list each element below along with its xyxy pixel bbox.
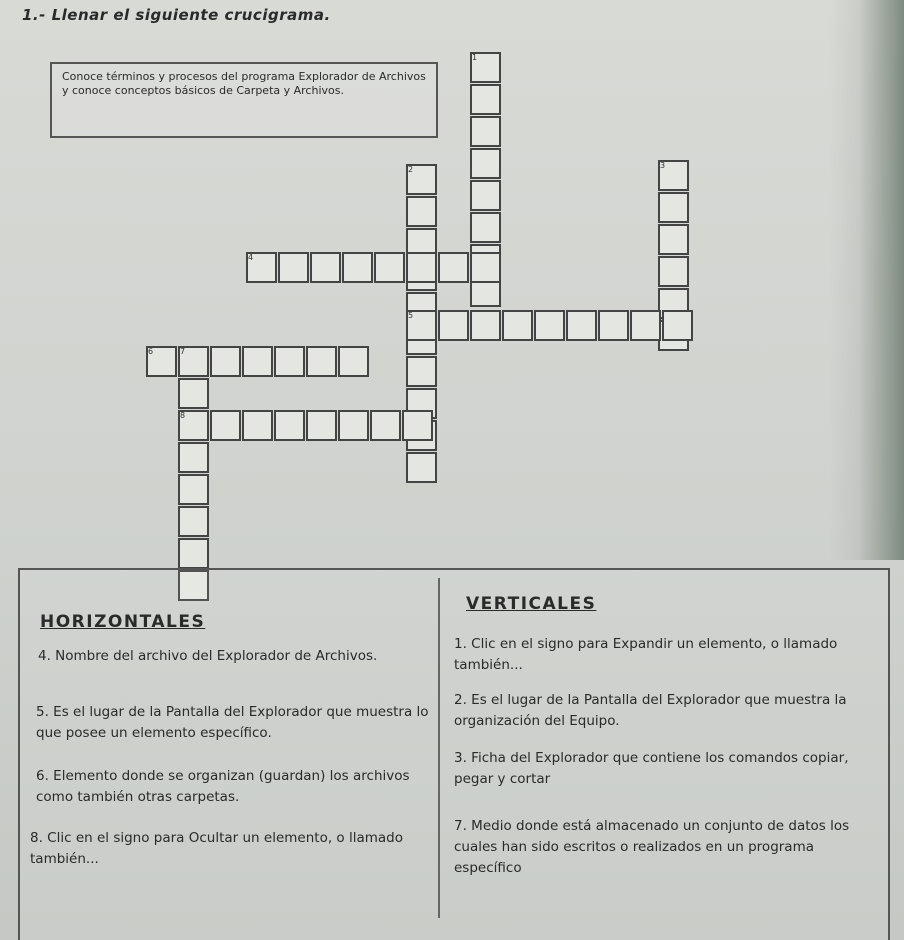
crossword-cell[interactable] <box>178 378 209 409</box>
crossword-cell[interactable] <box>470 148 501 179</box>
clue-number: 6 <box>148 347 154 356</box>
vertical-clue-3: 3. Ficha del Explorador que contiene los comandos copiar, pegar y cortar <box>454 750 849 787</box>
crossword-cell[interactable] <box>274 410 305 441</box>
crossword-cell[interactable] <box>178 506 209 537</box>
horizontal-clue-8: 8. Clic en el signo para Ocultar un elemento, o llamado también... <box>30 830 403 867</box>
crossword-cell[interactable] <box>402 410 433 441</box>
crossword-cell[interactable] <box>406 252 437 283</box>
crossword-cell[interactable] <box>178 538 209 569</box>
crossword-cell[interactable] <box>374 252 405 283</box>
crossword-cell[interactable] <box>438 252 469 283</box>
crossword-cell[interactable] <box>658 192 689 223</box>
horizontal-clue-6: 6. Elemento donde se organizan (guardan) los archivos como también otras carpetas. <box>36 768 410 805</box>
crossword-cell[interactable] <box>342 252 373 283</box>
crossword-cell[interactable] <box>338 410 369 441</box>
crossword-cell[interactable] <box>274 346 305 377</box>
vertical-clue-7: 7. Medio donde está almacenado un conjunto de datos los cuales han sido escritos o realizados en un programa específico <box>454 818 850 876</box>
crossword-cell[interactable] <box>470 180 501 211</box>
crossword-cell[interactable] <box>470 310 501 341</box>
crossword-cell[interactable] <box>406 196 437 227</box>
crossword-cell[interactable] <box>470 252 501 283</box>
crossword-cell[interactable] <box>310 252 341 283</box>
crossword-cell[interactable] <box>470 212 501 243</box>
horizontal-clue-5: 5. Es el lugar de la Pantalla del Explorador que muestra lo que posee un elemento específico. <box>36 704 429 741</box>
vertical-clue-1: 1. Clic en el signo para Expandir un elemento, o llamado también... <box>454 636 838 673</box>
clues-divider <box>438 578 440 918</box>
crossword-cell[interactable] <box>598 310 629 341</box>
crossword-cell[interactable] <box>406 452 437 483</box>
horizontal-clue-4: 4. Nombre del archivo del Explorador de Archivos. <box>38 648 378 664</box>
crossword-cell[interactable] <box>210 346 241 377</box>
page-edge-shadow <box>828 0 904 560</box>
crossword-cell[interactable] <box>306 346 337 377</box>
crossword-cell[interactable] <box>502 310 533 341</box>
exercise-title: 1.- Llenar el siguiente crucigrama. <box>22 6 331 24</box>
clue-number: 5 <box>408 311 414 320</box>
crossword-cell[interactable] <box>278 252 309 283</box>
crossword-cell[interactable] <box>242 410 273 441</box>
crossword-cell[interactable] <box>370 410 401 441</box>
clue-number: 3 <box>660 161 666 170</box>
clue-number: 2 <box>408 165 414 174</box>
crossword-cell[interactable] <box>242 346 273 377</box>
intro-text: Conoce términos y procesos del programa Explorador de Archivos y conoce conceptos básicos de Carpeta y Archivos. <box>62 70 426 97</box>
crossword-cell[interactable] <box>658 224 689 255</box>
crossword-cell[interactable] <box>406 356 437 387</box>
crossword-cell[interactable] <box>658 256 689 287</box>
crossword-cell[interactable] <box>566 310 597 341</box>
clue-number: 7 <box>180 347 186 356</box>
clue-number: 4 <box>248 253 254 262</box>
crossword-cell[interactable] <box>338 346 369 377</box>
horizontales-heading: HORIZONTALES <box>40 612 206 632</box>
crossword-cell[interactable] <box>630 310 661 341</box>
crossword-cell[interactable] <box>210 410 241 441</box>
crossword-cell[interactable] <box>662 310 693 341</box>
crossword-cell[interactable] <box>306 410 337 441</box>
clue-number: 1 <box>472 53 478 62</box>
vertical-clue-2: 2. Es el lugar de la Pantalla del Explorador que muestra la organización del Equipo. <box>454 692 847 729</box>
crossword-cell[interactable] <box>470 116 501 147</box>
clue-number: 8 <box>180 411 186 420</box>
crossword-cell[interactable] <box>470 84 501 115</box>
crossword-cell[interactable] <box>178 474 209 505</box>
verticales-heading: VERTICALES <box>466 594 597 614</box>
crossword-cell[interactable] <box>534 310 565 341</box>
crossword-cell[interactable] <box>178 442 209 473</box>
intro-box <box>50 62 438 138</box>
crossword-cell[interactable] <box>438 310 469 341</box>
